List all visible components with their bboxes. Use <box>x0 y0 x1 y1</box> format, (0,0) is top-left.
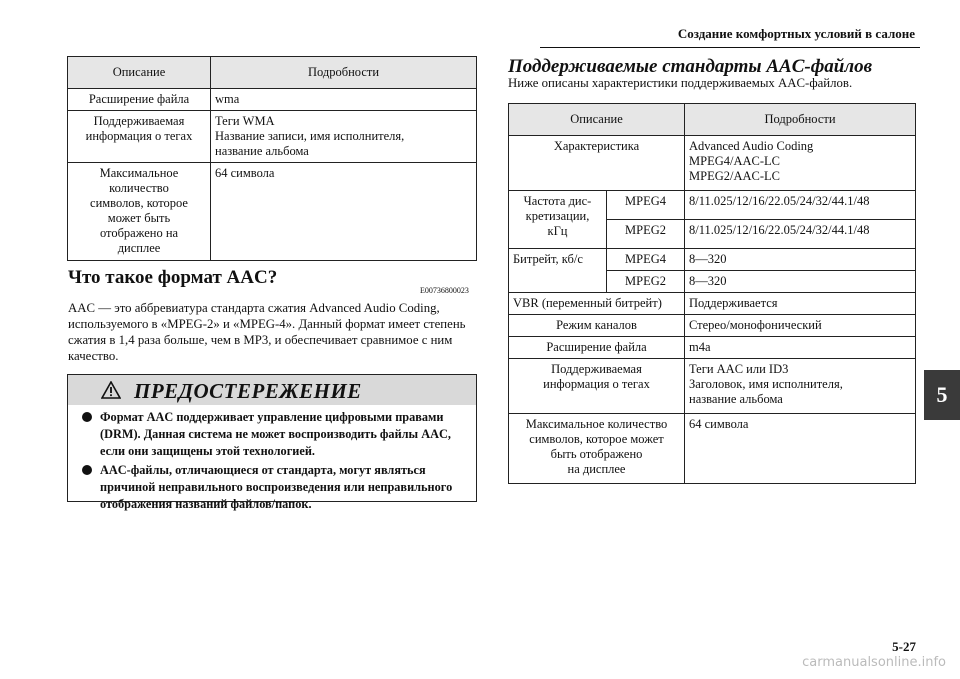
table-cell: MPEG4 <box>607 249 685 271</box>
header-rule <box>540 47 920 48</box>
table-row <box>509 359 916 414</box>
table-row <box>509 337 916 359</box>
table-cell: Стерео/монофонический <box>685 315 916 337</box>
table-cell: 8—320 <box>685 249 916 271</box>
table-cell: m4a <box>685 337 916 359</box>
table-cell: 8/11.025/12/16/22.05/24/32/44.1/48 <box>685 191 916 220</box>
table-cell: 64 символа <box>211 163 477 261</box>
table-row <box>68 111 477 163</box>
page-number: 5-27 <box>892 639 916 654</box>
table-row <box>509 293 916 315</box>
warning-item-text: AAC-файлы, отличающиеся от стандарта, могут являться причиной неправильного воспроизведения или неправильного отображения названий файлов/папок. <box>100 463 453 511</box>
table-cell: Расширение файла <box>509 337 685 359</box>
table-cell: Расширение файла <box>68 89 211 111</box>
wma-spec-table <box>67 56 477 261</box>
table-cell: wma <box>211 89 477 111</box>
warning-title: ПРЕДОСТЕРЕЖЕНИЕ <box>134 379 362 403</box>
bullet-icon <box>82 465 92 475</box>
table-cell: 8/11.025/12/16/22.05/24/32/44.1/48 <box>685 220 916 249</box>
bullet-icon <box>82 412 92 422</box>
table-cell: Поддерживаемая информация о тегах <box>68 111 211 163</box>
table-row <box>509 315 916 337</box>
table-row <box>509 191 916 220</box>
table-header-description: Описание <box>509 104 685 136</box>
table-row <box>68 89 477 111</box>
section-title-aac: Что такое формат AAC? <box>68 267 278 288</box>
table-header-details: Подробности <box>211 57 477 89</box>
table-cell: Частота дис- кретизации, кГц <box>509 191 607 249</box>
table-cell: MPEG2 <box>607 220 685 249</box>
warning-item <box>82 409 466 460</box>
warning-item-text: Формат AAC поддерживает управление цифровыми правами (DRM). Данная система не может воспроизводить файлы AAC, если они защищены этой технологией. <box>100 410 451 458</box>
table-cell: Максимальное количество символов, которое может быть отображено на дисплее <box>68 163 211 261</box>
table-cell: Теги AAC или ID3 Заголовок, имя исполнителя, название альбома <box>685 359 916 414</box>
table-row <box>509 249 916 271</box>
table-cell: MPEG4 <box>607 191 685 220</box>
table-cell: Режим каналов <box>509 315 685 337</box>
table-cell: Теги WMA Название записи, имя исполнителя, название альбома <box>211 111 477 163</box>
table-cell: Поддерживается <box>685 293 916 315</box>
watermark: carmanualsonline.info <box>802 655 946 670</box>
table-cell: MPEG2 <box>607 271 685 293</box>
table-header-details: Подробности <box>685 104 916 136</box>
running-header: Создание комфортных условий в салоне <box>677 26 915 41</box>
table-cell: Advanced Audio Coding MPEG4/AAC-LC MPEG2/AAC-LC <box>685 136 916 191</box>
table-cell: Максимальное количество символов, которое может быть отображено на дисплее <box>509 414 685 484</box>
table-cell: Поддерживаемая информация о тегах <box>509 359 685 414</box>
warning-item <box>82 462 466 513</box>
warning-box <box>67 374 477 511</box>
table-cell: Битрейт, кб/с <box>509 249 607 293</box>
table-row <box>68 163 477 261</box>
warning-triangle-icon <box>101 381 121 399</box>
table-header-description: Описание <box>68 57 211 89</box>
table-cell: Характеристика <box>509 136 685 191</box>
aac-description: AAC — это аббревиатура стандарта сжатия Advanced Audio Coding, используемого в «MPEG-2» и «MPEG-4». Данный формат имеет степень сжатия в 1,4 раза больше, чем в MP3, и обеспечивает сравнимое с ним качество. <box>68 301 466 363</box>
reference-code: E00736800023 <box>420 286 469 295</box>
standards-intro: Ниже описаны характеристики поддерживаемых AAC-файлов. <box>508 76 853 90</box>
table-cell: 64 символа <box>685 414 916 484</box>
table-row <box>509 136 916 191</box>
chapter-tab: 5 <box>924 370 960 420</box>
table-cell: VBR (переменный битрейт) <box>509 293 685 315</box>
table-row <box>509 414 916 484</box>
table-cell: 8—320 <box>685 271 916 293</box>
section-title-standards: Поддерживаемые стандарты AAC-файлов <box>508 56 873 77</box>
aac-spec-table <box>508 103 916 484</box>
